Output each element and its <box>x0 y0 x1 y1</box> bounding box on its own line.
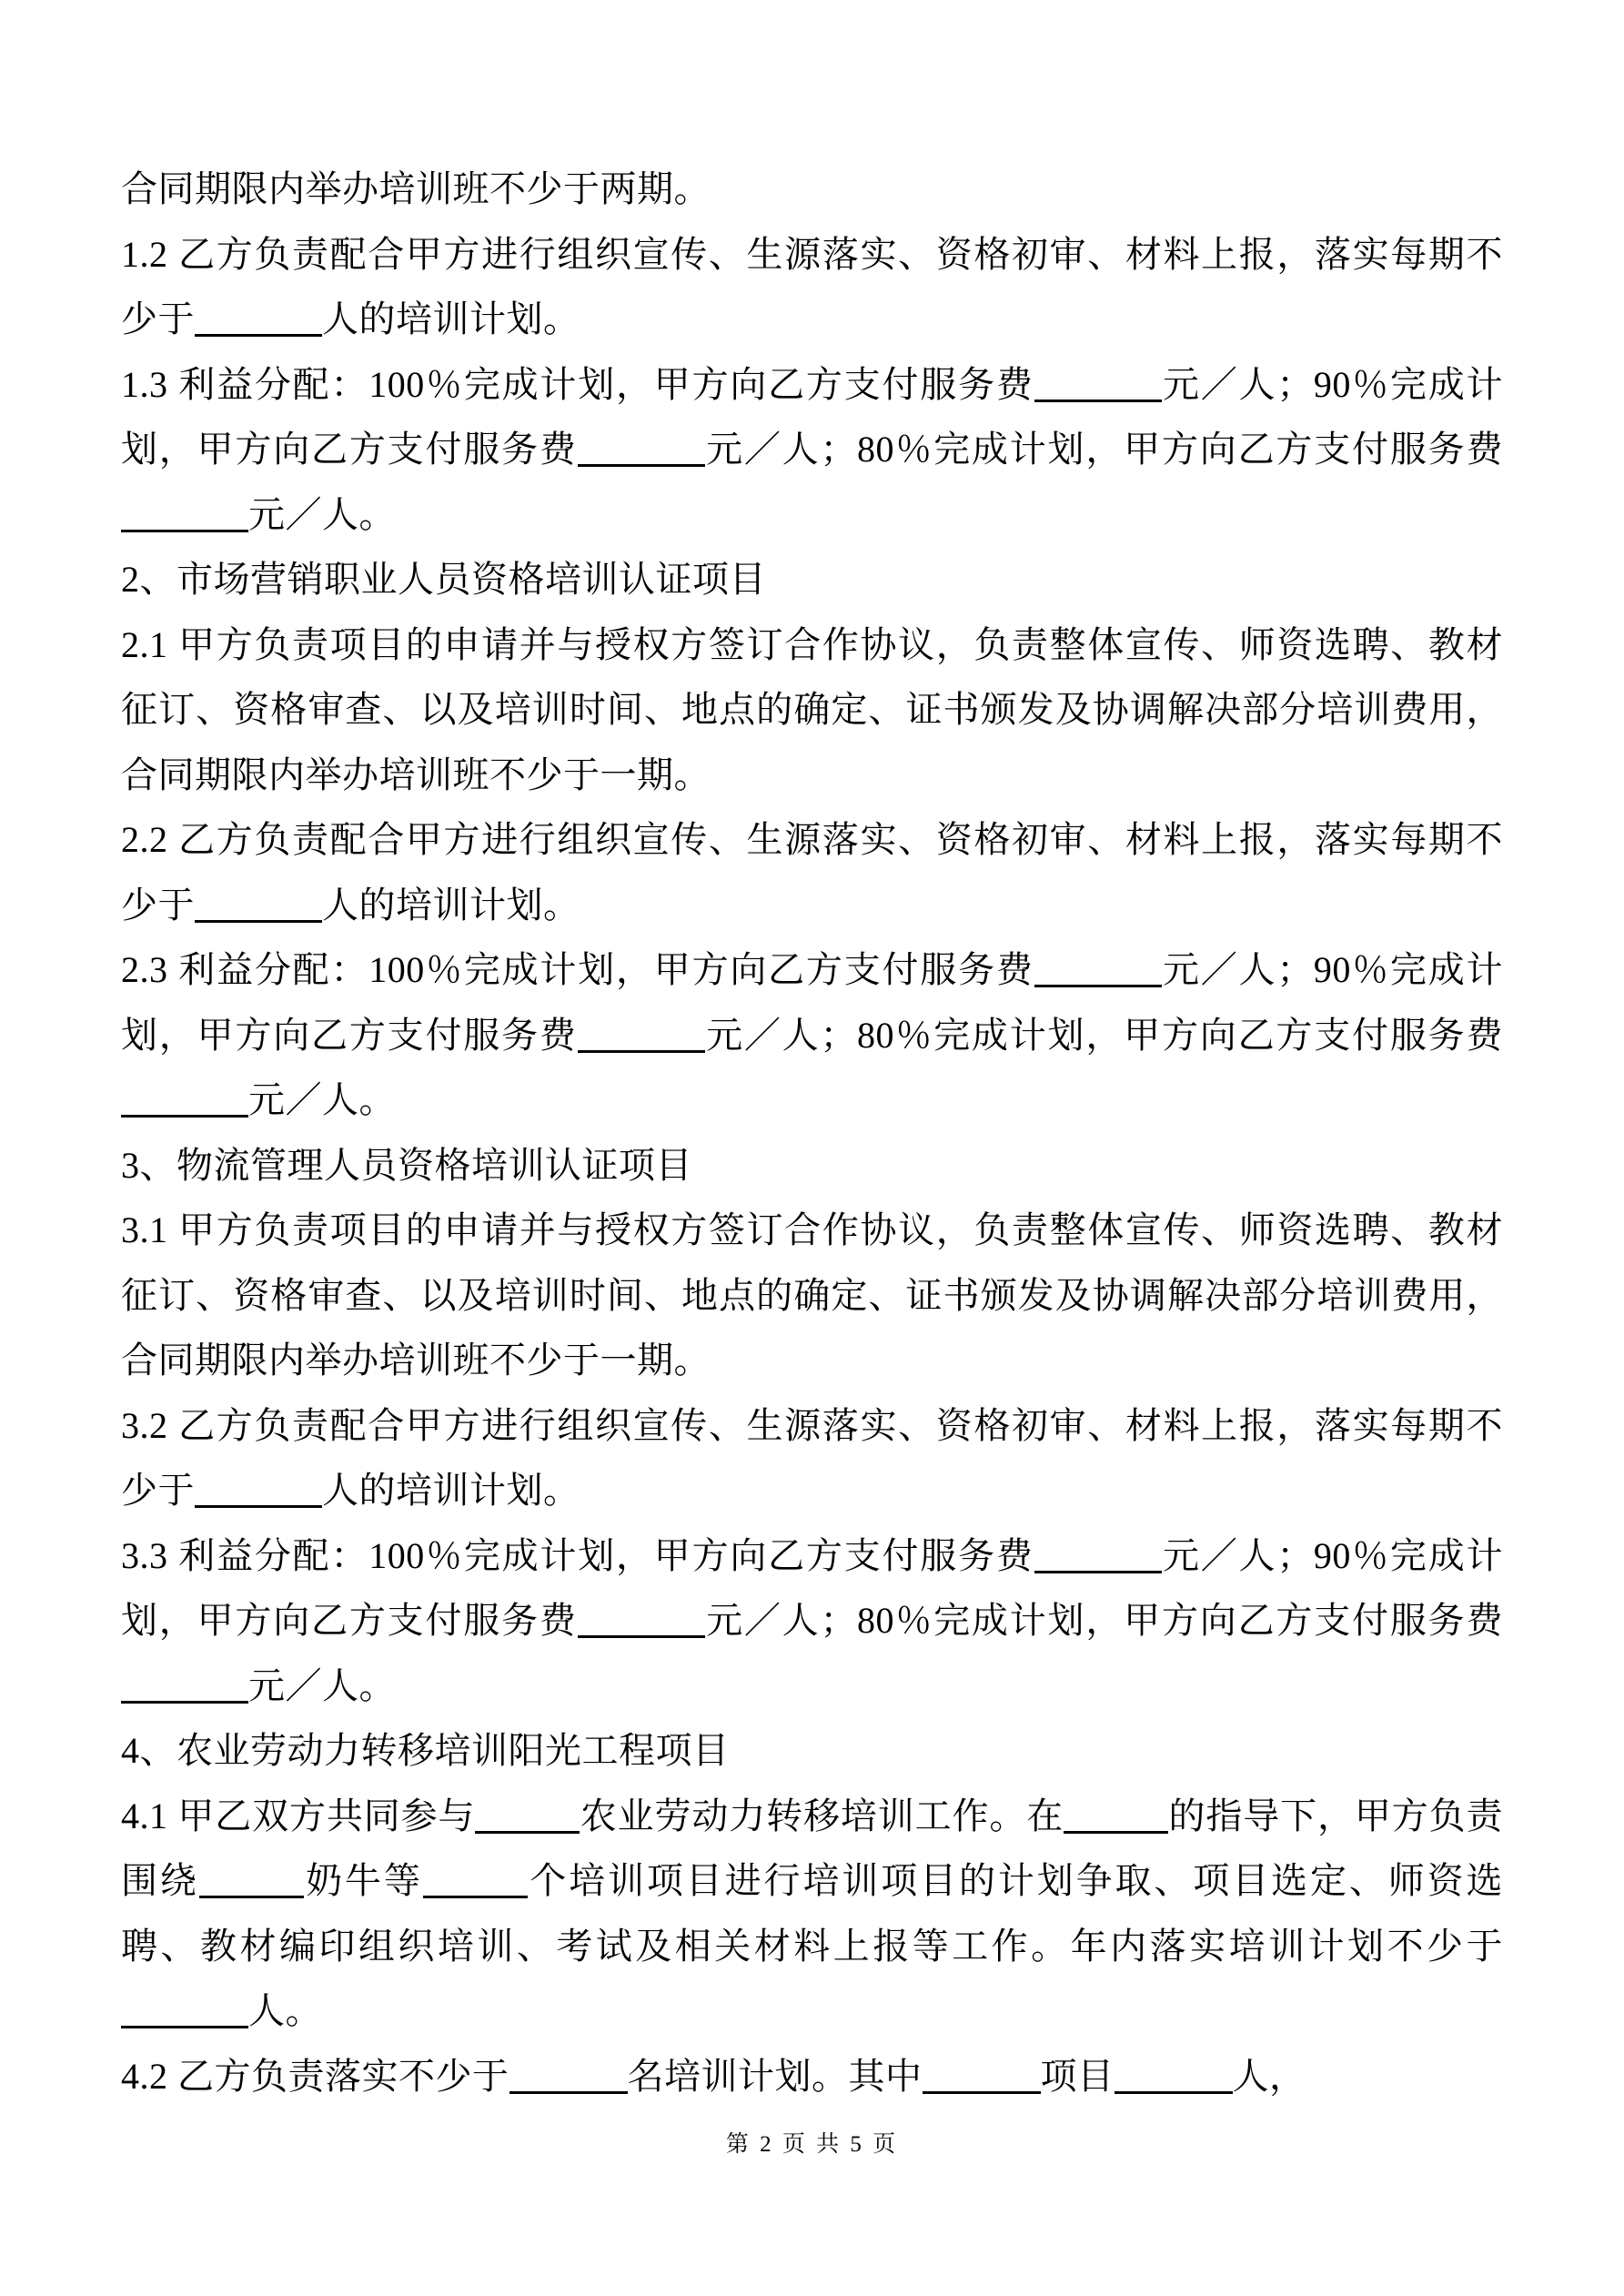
paragraph-text: 元／人；90％完成计划，甲方向乙方支付服务费 <box>121 949 1504 1056</box>
paragraph-text: 奶牛等 <box>303 1860 423 1901</box>
paragraph-text: 2.2 乙方负责配合甲方进行组织宣传、生源落实、资格初审、材料上报，落实每期不少于 <box>121 819 1503 925</box>
fill-in-blank-underline <box>1034 948 1162 987</box>
fill-in-blank-underline <box>475 1795 580 1834</box>
fill-in-blank-underline <box>195 1469 322 1508</box>
clause-2-3 <box>121 937 1503 1133</box>
paragraph-text: 名培训计划。其中 <box>627 2055 923 2097</box>
clause-2-1 <box>121 612 1503 808</box>
fill-in-blank-underline <box>195 884 322 923</box>
paragraph-text: 项目 <box>1040 2055 1115 2097</box>
clause-3-1 <box>121 1198 1503 1393</box>
fill-in-blank-underline <box>1064 1795 1168 1834</box>
paragraph-text: 2、市场营销职业人员资格培训认证项目 <box>121 559 766 600</box>
fill-in-blank-underline <box>1034 1534 1162 1573</box>
fill-in-blank-underline <box>578 1014 705 1053</box>
fill-in-blank-underline <box>578 428 705 467</box>
paragraph-text: 1.2 乙方负责配合甲方进行组织宣传、生源落实、资格初审、材料上报，落实每期不少于 <box>121 233 1503 339</box>
fill-in-blank-underline <box>578 1599 705 1638</box>
paragraph-text: 农业劳动力转移培训工作。在 <box>580 1795 1064 1836</box>
paragraph-text: 合同期限内举办培训班不少于两期。 <box>121 168 711 209</box>
paragraph-text: 元／人。 <box>248 493 396 535</box>
paragraph-text: 个培训项目进行培训项目的计划争取、项目选定、师资选聘、教材编印组织培训、考试及相关材料上报等工作。年内落实培训计划不少于 <box>121 1860 1504 1967</box>
paragraph-text: 2.1 甲方负责项目的申请并与授权方签订合作协议，负责整体宣传、师资选聘、教材征订、资格审查、以及培训时间、地点的确定、证书颁发及协调解决部分培训费用，合同期限内举办培训班不少于一期。 <box>121 623 1503 795</box>
clause-2-2 <box>121 807 1503 937</box>
fill-in-blank-underline <box>1034 363 1162 402</box>
clause-1-1-continuation <box>121 157 1503 222</box>
fill-in-blank-underline <box>423 1859 528 1898</box>
fill-in-blank-underline <box>199 1859 304 1898</box>
clause-4-1 <box>121 1784 1503 2044</box>
paragraph-text: 人的培训计划。 <box>322 1470 580 1511</box>
paragraph-text: 3.3 利益分配：100％完成计划，甲方向乙方支付服务费 <box>121 1534 1034 1576</box>
paragraph-text: 2.3 利益分配：100％完成计划，甲方向乙方支付服务费 <box>121 949 1034 990</box>
fill-in-blank-underline <box>121 1664 248 1704</box>
paragraph-text: 人。 <box>248 1990 322 2031</box>
paragraph-text: 元／人。 <box>248 1664 396 1706</box>
paragraph-text: 3、物流管理人员资格培训认证项目 <box>121 1144 692 1186</box>
paragraph-text: 人的培训计划。 <box>322 298 580 339</box>
clause-3-3 <box>121 1523 1503 1719</box>
paragraph-text: 元／人；80％完成计划，甲方向乙方支付服务费 <box>704 429 1503 470</box>
paragraph-text: 3.1 甲方负责项目的申请并与授权方签订合作协议，负责整体宣传、师资选聘、教材征订、资格审查、以及培训时间、地点的确定、证书颁发及协调解决部分培训费用，合同期限内举办培训班不少于一期。 <box>121 1209 1503 1381</box>
section-3-heading <box>121 1133 1503 1199</box>
page-number-footer: 第 2 页 共 5 页 <box>725 2132 899 2157</box>
paragraph-text: 4.1 甲乙双方共同参与 <box>121 1795 476 1836</box>
paragraph-text: 元／人；80％完成计划，甲方向乙方支付服务费 <box>704 1014 1503 1056</box>
paragraph-text: 人的培训计划。 <box>322 884 580 925</box>
fill-in-blank-underline <box>121 1078 248 1118</box>
fill-in-blank-underline <box>923 2055 1041 2094</box>
clause-3-2 <box>121 1393 1503 1523</box>
section-2-heading <box>121 547 1503 612</box>
paragraph-text: 元／人。 <box>248 1079 396 1120</box>
paragraph-text: 4、农业劳动力转移培训阳光工程项目 <box>121 1730 730 1771</box>
fill-in-blank-underline <box>195 298 322 337</box>
clause-1-2 <box>121 222 1503 352</box>
fill-in-blank-underline <box>1115 2055 1233 2094</box>
fill-in-blank-underline <box>509 2055 628 2094</box>
paragraph-text: 元／人；90％完成计划，甲方向乙方支付服务费 <box>121 363 1504 470</box>
document-body <box>121 157 1503 2109</box>
clause-1-3 <box>121 352 1503 548</box>
paragraph-text: 4.2 乙方负责落实不少于 <box>121 2055 509 2097</box>
fill-in-blank-underline <box>121 1989 248 2028</box>
paragraph-text: 的指导下，甲方负责围绕 <box>121 1795 1503 1901</box>
paragraph-text: 元／人；90％完成计划，甲方向乙方支付服务费 <box>121 1534 1504 1641</box>
paragraph-text: 1.3 利益分配：100％完成计划，甲方向乙方支付服务费 <box>121 363 1034 405</box>
paragraph-text: 元／人；80％完成计划，甲方向乙方支付服务费 <box>704 1600 1503 1641</box>
fill-in-blank-underline <box>121 493 248 532</box>
paragraph-text: 3.2 乙方负责配合甲方进行组织宣传、生源落实、资格初审、材料上报，落实每期不少于 <box>121 1404 1503 1511</box>
paragraph-text: 人， <box>1232 2055 1306 2097</box>
section-4-heading <box>121 1718 1503 1784</box>
clause-4-2 <box>121 2044 1503 2109</box>
